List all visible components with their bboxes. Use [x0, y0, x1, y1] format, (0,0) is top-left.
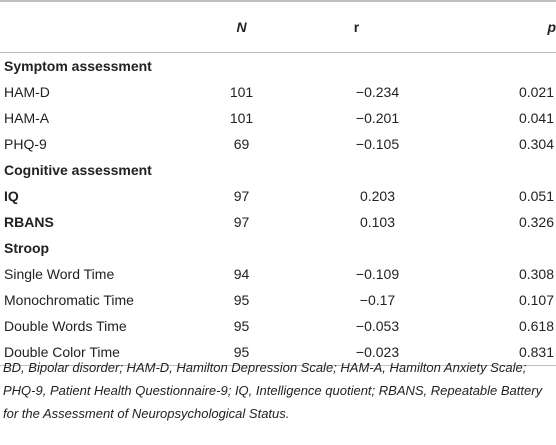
table-row [0, 183, 556, 209]
row-n: 95 [205, 339, 278, 366]
row-p: 0.107 [518, 292, 554, 308]
row-label: IQ [4, 188, 19, 204]
row-label: Double Color Time [0, 339, 205, 366]
header-p: p [435, 1, 556, 53]
row-r: −0.053 [355, 318, 400, 334]
row-n: 101 [229, 110, 254, 126]
row-label: Double Words Time [4, 318, 127, 334]
table-body [0, 53, 556, 366]
table-row [0, 261, 556, 287]
table-row [0, 313, 556, 339]
row-r: −0.105 [355, 136, 400, 152]
row-n: 95 [233, 292, 250, 308]
row-p: 0.326 [518, 214, 554, 230]
section-title: Stroop [4, 240, 50, 256]
section-row [0, 157, 556, 183]
row-n: 97 [233, 214, 250, 230]
row-r: −0.109 [355, 266, 400, 282]
row-n: 69 [233, 136, 250, 152]
row-p: 0.051 [518, 188, 554, 204]
row-r: −0.023 [278, 339, 435, 366]
table-header-row [0, 1, 556, 53]
row-r: 0.103 [359, 214, 396, 230]
row-label: HAM-A [4, 110, 50, 126]
header-n: N [205, 1, 278, 53]
row-r: −0.201 [355, 110, 400, 126]
row-r: 0.203 [359, 188, 396, 204]
header-empty-cell [0, 1, 205, 53]
row-p: 0.041 [518, 110, 554, 126]
row-r: −0.234 [355, 84, 400, 100]
section-row [0, 53, 556, 80]
table-row [0, 105, 556, 131]
row-label: Monochromatic Time [4, 292, 134, 308]
section-title: Symptom assessment [4, 58, 152, 74]
row-label: RBANS [4, 214, 54, 230]
row-n: 97 [233, 188, 250, 204]
row-p: 0.308 [518, 266, 554, 282]
table-row [0, 131, 556, 157]
row-n: 94 [233, 266, 250, 282]
row-label: Single Word Time [4, 266, 115, 282]
row-n: 95 [233, 318, 250, 334]
header-r: r [278, 1, 435, 53]
row-label: HAM-D [4, 84, 50, 100]
row-n: 101 [229, 84, 254, 100]
row-p: 0.831 [435, 339, 556, 366]
table-row [0, 287, 556, 313]
row-label: PHQ-9 [4, 136, 47, 152]
section-row [0, 235, 556, 261]
table-row [0, 79, 556, 105]
row-r: −0.17 [359, 292, 396, 308]
row-p: 0.021 [518, 84, 554, 100]
row-p: 0.304 [518, 136, 554, 152]
row-p: 0.618 [518, 318, 554, 334]
section-title: Cognitive assessment [4, 162, 152, 178]
table-footnote: BD, Bipolar disorder; HAM-D, Hamilton Depression Scale; HAM-A, Hamilton Anxiety Scale; PHQ-9, Patient Health Questionnaire-9; IQ, Intelligence quotient; RBANS, Repeatable Battery for the Assessment of Neuropsychological Status. [3, 360, 543, 421]
table-row [0, 209, 556, 235]
